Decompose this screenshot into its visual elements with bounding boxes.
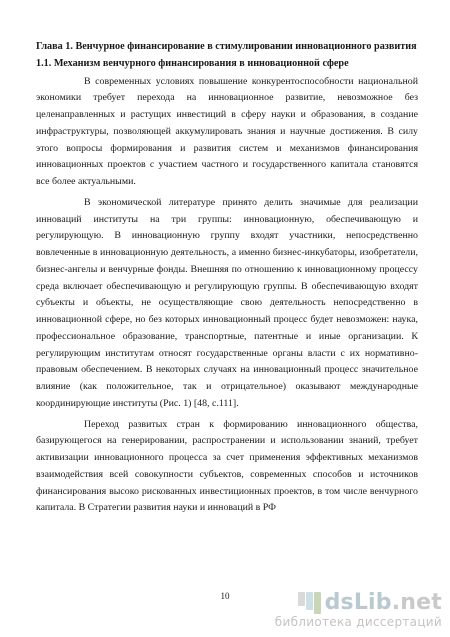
watermark-tagline: библиотека диссертаций — [274, 615, 442, 629]
section-heading: 1.1. Механизм венчурного финансирования в инновационной сфере — [36, 58, 349, 70]
watermark-brand-row — [275, 592, 442, 614]
chapter-heading: Глава 1. Венчурное финансирование в стимулировании инновационного развития — [36, 41, 417, 52]
watermark-brand-suffix: .net — [391, 590, 442, 615]
paragraph-3: Переход развитых стран к формированию инновационного общества, базирующегося на генерировании, распространении и использовании знаний, требует активизации инновационного процесса за счет применения эффективных механизмов взаимодействия всей совокупности субъектов, современных способов и источников финансирования высоко рискованных инвестиционных проектов, в том числе венчурного капитала. В Стратегии развития науки и инноваций в РФ — [36, 418, 418, 514]
paragraph-2: В экономической литературе принято делить значимые для реализации инноваций институты на три группы: инновационную, обеспечивающую и регулирующую. В инновационную группу входят участники, непосредственно вовлеченные в инновационную деятельность, а именно бизнес-инкубаторы, изобретатели, бизнес-ангелы и венчурные фонды. Внешняя по отношению к инновационному процессу среда включает обеспечивающую и регулирующую группы. В обеспечивающую входят субъекты и объекты, не осуществляющие свою деятельность непосредственно в инновационной сфере, но без которых инновационный процесс будет невозможен: наука, профессиональное образование, транспортные, патентные и иные организации. К регулирующим институтам относят государственные органы власти с их нормативно-правовым обеспечением. В некоторых случаях на инновационный процесс значительное влияние (как положительное, так и отрицательное) оказывают международные координирующие институты (Рис. 1) [48, с.111]. — [36, 196, 418, 409]
watermark-brand-prefix: dsLib — [324, 590, 392, 615]
dslib-watermark — [275, 592, 442, 629]
logo-bar-3 — [314, 592, 321, 614]
logo-bar-1 — [298, 592, 305, 606]
paragraph-1: В современных условиях повышение конкурентоспособности национальной экономики требует перехода на инновационное развитие, невозможное без целенаправленных и растущих инвестиций в сферу науки и образования, в создание инфраструктуры, позволяющей аккумулировать знания и научные достижения. В силу этого вопросы формирования и развития систем и механизмов финансирования инновационных проектов с участием частного и государственного капитала становятся все более актуальными. — [36, 75, 418, 188]
page-number: 10 — [220, 591, 230, 601]
watermark-brand — [325, 592, 442, 614]
logo-bar-2 — [306, 592, 313, 610]
document-page — [36, 38, 418, 517]
dslib-logo-icon — [298, 592, 321, 614]
